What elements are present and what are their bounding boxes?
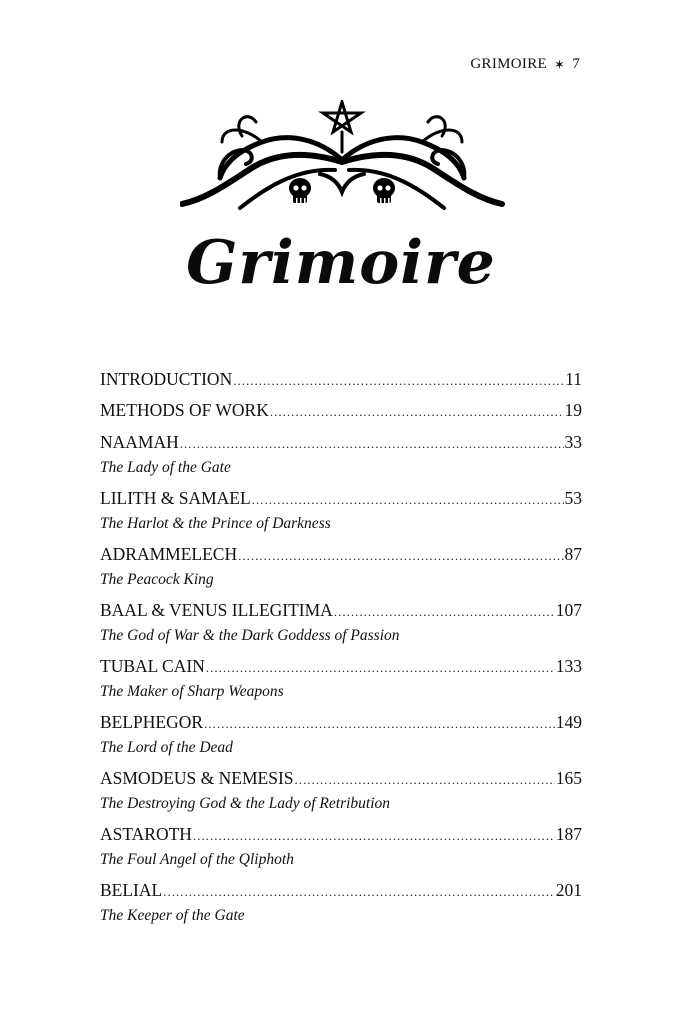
toc-title: ADRAMMELECH: [100, 544, 238, 564]
toc-page-number: 133: [555, 656, 582, 676]
toc-title: NAAMAH: [100, 432, 179, 452]
toc-entry[interactable]: [100, 766, 582, 815]
toc-page-number: 201: [555, 880, 582, 900]
dot-leader: [204, 712, 555, 736]
toc-page-number: 107: [555, 600, 582, 620]
toc-entry[interactable]: [100, 398, 582, 424]
dot-leader: [193, 824, 555, 848]
toc-title: TUBAL CAIN: [100, 656, 205, 676]
toc-subtitle: The Keeper of the Gate: [100, 907, 245, 924]
toc-line: [100, 822, 582, 848]
toc-line: [100, 398, 582, 424]
page-title: Grimoire: [186, 228, 496, 298]
toc-page-number: 53: [564, 488, 582, 508]
toc-page-number: 33: [564, 432, 582, 452]
toc-entry[interactable]: [100, 486, 582, 535]
toc-entry[interactable]: [100, 542, 582, 591]
toc-title: INTRODUCTION: [100, 369, 233, 389]
toc-page-number: 19: [564, 400, 582, 420]
toc-line: [100, 654, 582, 680]
toc-entry[interactable]: [100, 598, 582, 647]
toc-entry[interactable]: [100, 430, 582, 479]
toc-line: [100, 710, 582, 736]
toc-entry[interactable]: [100, 367, 582, 393]
toc-subtitle: The Lord of the Dead: [100, 739, 233, 756]
toc-line: [100, 542, 582, 568]
dot-leader: [206, 656, 555, 680]
toc-entry[interactable]: [100, 822, 582, 871]
table-of-contents: [100, 367, 582, 934]
toc-entry[interactable]: [100, 710, 582, 759]
toc-title: METHODS OF WORK: [100, 400, 269, 420]
toc-page-number: 187: [555, 824, 582, 844]
pentagram-skulls-flourish-icon: [180, 100, 505, 216]
toc-title: ASMODEUS & NEMESIS: [100, 768, 294, 788]
toc-entry[interactable]: [100, 878, 582, 927]
toc-subtitle: The Maker of Sharp Weapons: [100, 683, 284, 700]
toc-page-number: 87: [564, 544, 582, 564]
toc-page-number: 149: [555, 712, 582, 732]
toc-subtitle: The God of War & the Dark Goddess of Passion: [100, 627, 400, 644]
toc-line: [100, 598, 582, 624]
dot-leader: [252, 488, 564, 512]
dot-leader: [270, 400, 564, 424]
dot-leader: [163, 880, 555, 904]
toc-line: [100, 430, 582, 456]
toc-line: [100, 878, 582, 904]
dot-leader: [180, 432, 564, 456]
toc-page-number: 11: [565, 369, 582, 389]
toc-line: [100, 486, 582, 512]
toc-line: [100, 766, 582, 792]
toc-title: LILITH & SAMAEL: [100, 488, 251, 508]
toc-title: BAAL & VENUS ILLEGITIMA: [100, 600, 333, 620]
toc-title: BELIAL: [100, 880, 163, 900]
dot-leader: [233, 369, 564, 393]
toc-subtitle: The Lady of the Gate: [100, 459, 231, 476]
dot-leader: [334, 600, 555, 624]
toc-line: [100, 367, 582, 393]
separator-star-icon: ✶: [553, 56, 566, 72]
toc-subtitle: The Foul Angel of the Qliphoth: [100, 851, 294, 868]
toc-subtitle: The Harlot & the Prince of Darkness: [100, 515, 331, 532]
toc-title: BELPHEGOR: [100, 712, 204, 732]
toc-subtitle: The Peacock King: [100, 571, 214, 588]
running-header: [470, 56, 580, 73]
toc-subtitle: The Destroying God & the Lady of Retribution: [100, 795, 391, 812]
dot-leader: [238, 544, 563, 568]
running-title: GRIMOIRE: [470, 56, 547, 72]
toc-page-number: 165: [555, 768, 582, 788]
page-number: 7: [572, 56, 580, 72]
toc-entry[interactable]: [100, 654, 582, 703]
toc-title: ASTAROTH: [100, 824, 192, 844]
dot-leader: [295, 768, 555, 792]
